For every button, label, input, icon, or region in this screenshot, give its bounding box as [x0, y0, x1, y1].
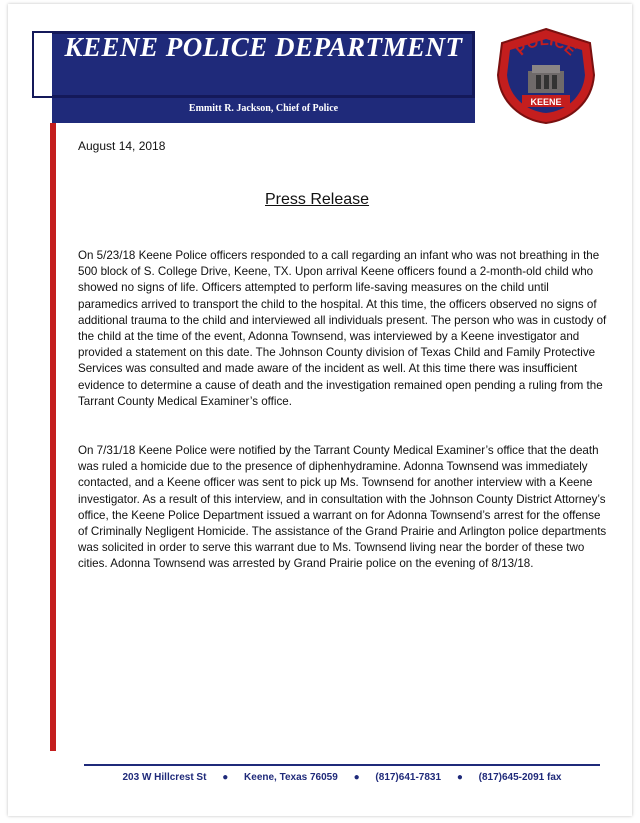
department-title: KEENE POLICE DEPARTMENT [64, 32, 463, 62]
press-release-title: Press Release [265, 191, 370, 208]
release-date: August 14, 2018 [78, 139, 166, 153]
footer-phone: (817)641-7831 [375, 772, 442, 783]
paragraph-1: On 5/23/18 Keene Police officers responded to a call regarding an infant who was not breathing in the 500 block of S. College Drive, Keene, TX. Upon arrival Keene officers found a 2-month-old child who showed no signs of life. Officers attempted to perform life-saving measures on the child until paramedics arrived to transport the child to the hospital. At this time, the officers observed no signs of additional trauma to the child and interviewed all individuals present. The person who was in custody of the child at the time of the event, Adonna Townsend, was interviewed by a Keene investigator and provided a statement on this date. The Johnson County division of Texas Child and Family Protective Services was consulted and made aware of the incident as well. At this time there was insufficient evidence to determine a cause of death and the investigation remained open pending a ruling from the Tarrant County Medical Examiner’s office. [78, 249, 607, 408]
footer-rule [84, 764, 600, 766]
badge-bottom-text: KEENE [530, 97, 562, 107]
badge-top-text: POLICE [512, 31, 580, 60]
footer-fax: (817)645-2091 fax [478, 772, 562, 783]
header-left-box [32, 31, 52, 98]
bullet-icon: ● [456, 772, 463, 783]
bullet-icon: ● [353, 772, 360, 783]
footer-city: Keene, Texas 76059 [244, 772, 338, 783]
police-badge-icon [492, 25, 600, 125]
paragraph-2: On 7/31/18 Keene Police were notified by the Tarrant County Medical Examiner’s office that the death was ruled a homicide due to the presence of diphenhydramine. Adonna Townsend was immediately contacted, and a Keene officer was sent to pick up Ms. Townsend for another interview with a Keene investigator. As a result of this interview, and in consultation with the Johnson County District Attorney’s office, the Keene Police Department issued a warrant on for Adonna Townsend’s arrest for the offense of Criminally Negligent Homicide. The assistance of the Grand Prairie and Arlington police departments was solicited in order to serve this warrant due to Ms. Townsend living near the border of these two cities. Adonna Townsend was arrested by Grand Prairie police on the evening of 8/13/18. [78, 444, 607, 571]
bullet-icon: ● [222, 772, 229, 783]
chief-of-police: Emmitt R. Jackson, Chief of Police [188, 103, 339, 114]
footer-contact [84, 772, 600, 783]
footer-address: 203 W Hillcrest St [122, 772, 207, 783]
red-rule [50, 123, 56, 751]
